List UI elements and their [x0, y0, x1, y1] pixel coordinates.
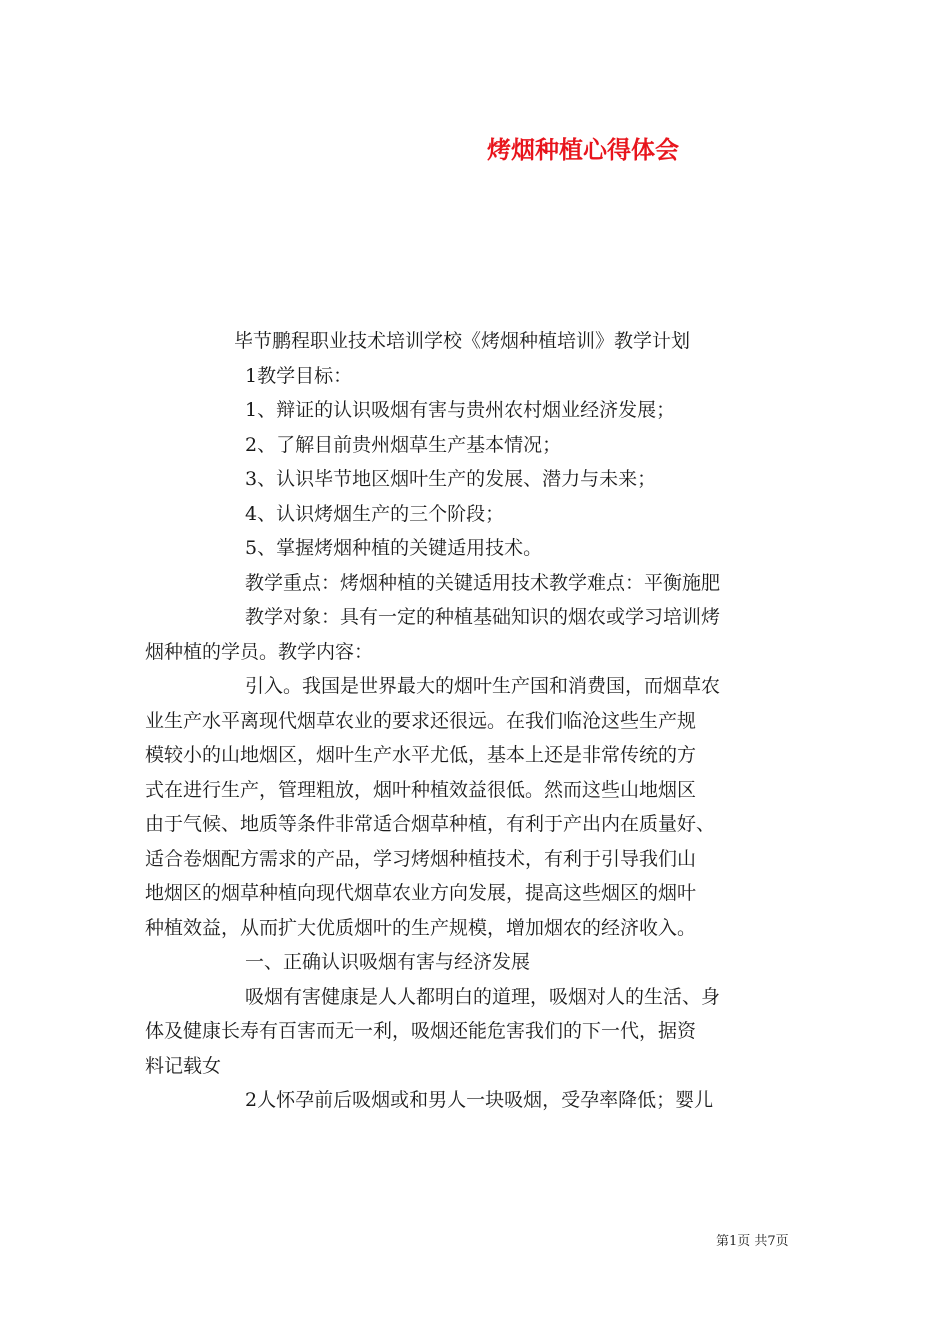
paragraph-line: 教学重点：烤烟种植的关键适用技术教学难点：平衡施肥	[245, 571, 721, 594]
paragraph-line: 式在进行生产，管理粗放，烟叶种植效益很低。然而这些山地烟区	[145, 778, 697, 801]
paragraph-line: 料记载女	[145, 1054, 222, 1077]
paragraph-line: 业生产水平离现代烟草农业的要求还很远。在我们临沧这些生产规	[145, 709, 697, 732]
paragraph-line: 种植效益，从而扩大优质烟叶的生产规模，增加烟农的经济收入。	[145, 916, 697, 939]
paragraph-line: 1教学目标：	[245, 364, 353, 387]
page-number: 第1页 共7页	[716, 1234, 789, 1249]
list-item: 5、掌握烤烟种植的关键适用技术。	[245, 537, 543, 559]
list-item: 1、辩证的认识吸烟有害与贵州农村烟业经济发展；	[245, 399, 676, 421]
paragraph-line: 吸烟有害健康是人人都明白的道理，吸烟对人的生活、身	[245, 985, 721, 1008]
plan-heading: 毕节鹏程职业技术培训学校《烤烟种植培训》教学计划	[234, 330, 691, 352]
paragraph-line: 模较小的山地烟区，烟叶生产水平尤低，基本上还是非常传统的方	[145, 744, 697, 766]
paragraph-line: 教学对象：具有一定的种植基础知识的烟农或学习培训烤	[245, 606, 721, 628]
paragraph-line: 2人怀孕前后吸烟或和男人一块吸烟，受孕率降低；婴儿	[245, 1089, 714, 1111]
paragraph-line: 烟种植的学员。教学内容：	[145, 640, 374, 663]
section-heading: 一、正确认识吸烟有害与经济发展	[245, 951, 531, 973]
document-title: 烤烟种植心得体会	[487, 135, 679, 164]
paragraph-line: 适合卷烟配方需求的产品，学习烤烟种植技术，有利于引导我们山	[145, 847, 697, 870]
list-item: 2、了解目前贵州烟草生产基本情况；	[245, 433, 562, 456]
list-item: 4、认识烤烟生产的三个阶段；	[245, 502, 505, 525]
list-item: 3、认识毕节地区烟叶生产的发展、潜力与未来；	[245, 468, 657, 490]
paragraph-line: 引入。我国是世界最大的烟叶生产国和消费国，而烟草农	[245, 675, 721, 697]
paragraph-line: 由于气候、地质等条件非常适合烟草种植，有利于产出内在质量好、	[145, 813, 716, 835]
paragraph-line: 体及健康长寿有百害而无一利，吸烟还能危害我们的下一代，据资	[145, 1020, 697, 1042]
paragraph-line: 地烟区的烟草种植向现代烟草农业方向发展，提高这些烟区的烟叶	[145, 882, 697, 904]
document-body	[145, 324, 805, 1118]
